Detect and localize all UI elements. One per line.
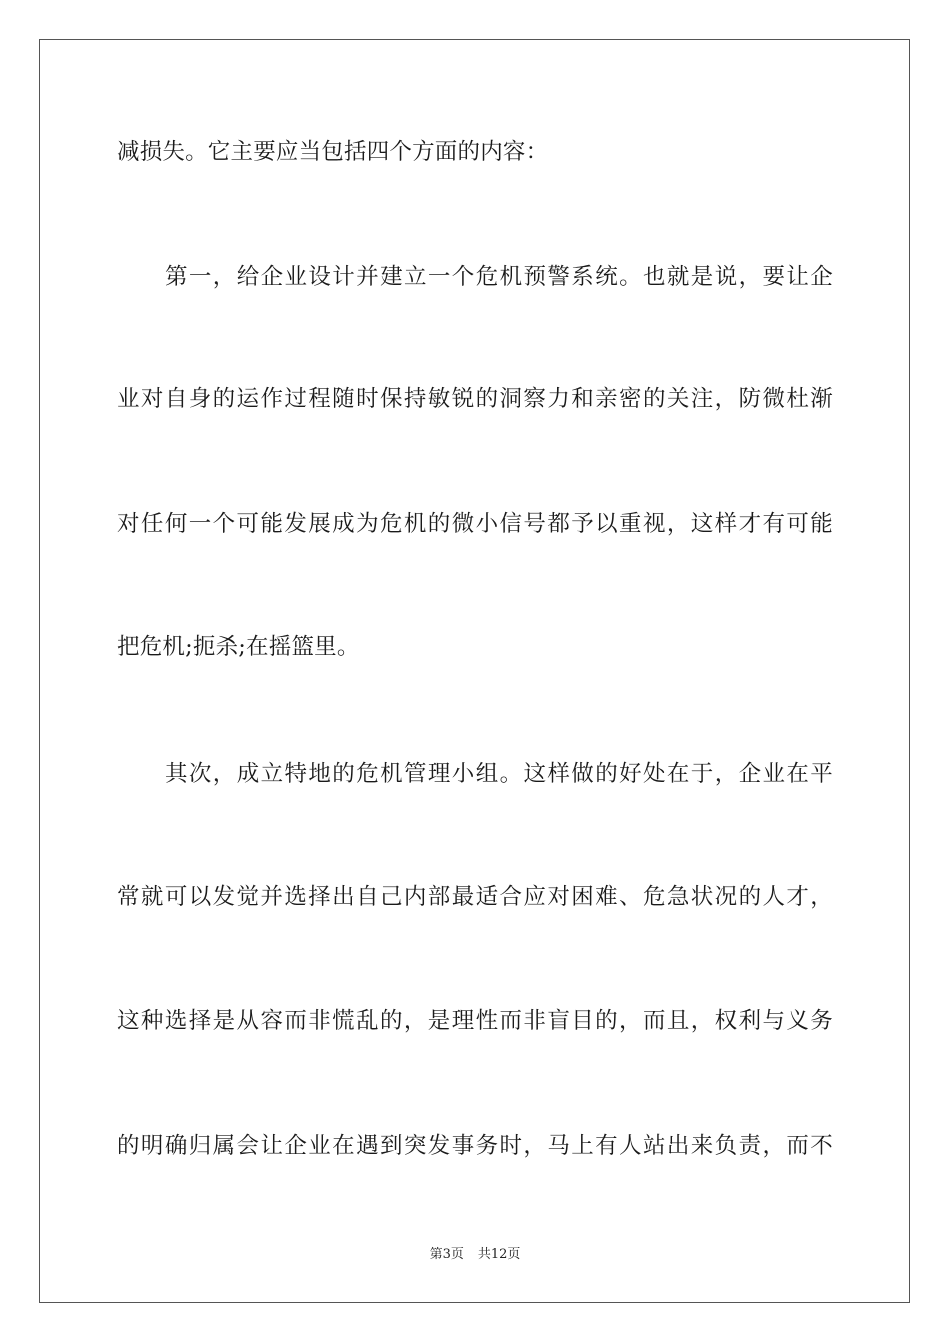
page-footer: [0, 1246, 950, 1264]
text-line: 这种选择是从容而非慌乱的，是理性而非盲目的，而且，权利与义务: [117, 1008, 833, 1034]
text-line: 第一，给企业设计并建立一个危机预警系统。也就是说，要让企: [165, 264, 833, 290]
text-line: 其次，成立特地的危机管理小组。这样做的好处在于，企业在平: [165, 761, 833, 787]
text-line: 业对自身的运作过程随时保持敏锐的洞察力和亲密的关注，防微杜渐: [117, 386, 833, 412]
text-line: 常就可以发觉并选择出自己内部最适合应对困难、危急状况的人才，: [117, 884, 833, 910]
page-total: 共12页: [477, 1247, 521, 1262]
text-line: 减损失。它主要应当包括四个方面的内容：: [117, 139, 549, 165]
text-line: 对任何一个可能发展成为危机的微小信号都予以重视，这样才有可能: [117, 511, 833, 537]
page-number: 第3页: [429, 1247, 464, 1262]
text-line: 的明确归属会让企业在遇到突发事务时，马上有人站出来负责，而不: [117, 1133, 833, 1159]
text-line: 把危机;扼杀;在摇篮里。: [117, 634, 360, 660]
page-border: [39, 39, 910, 1303]
